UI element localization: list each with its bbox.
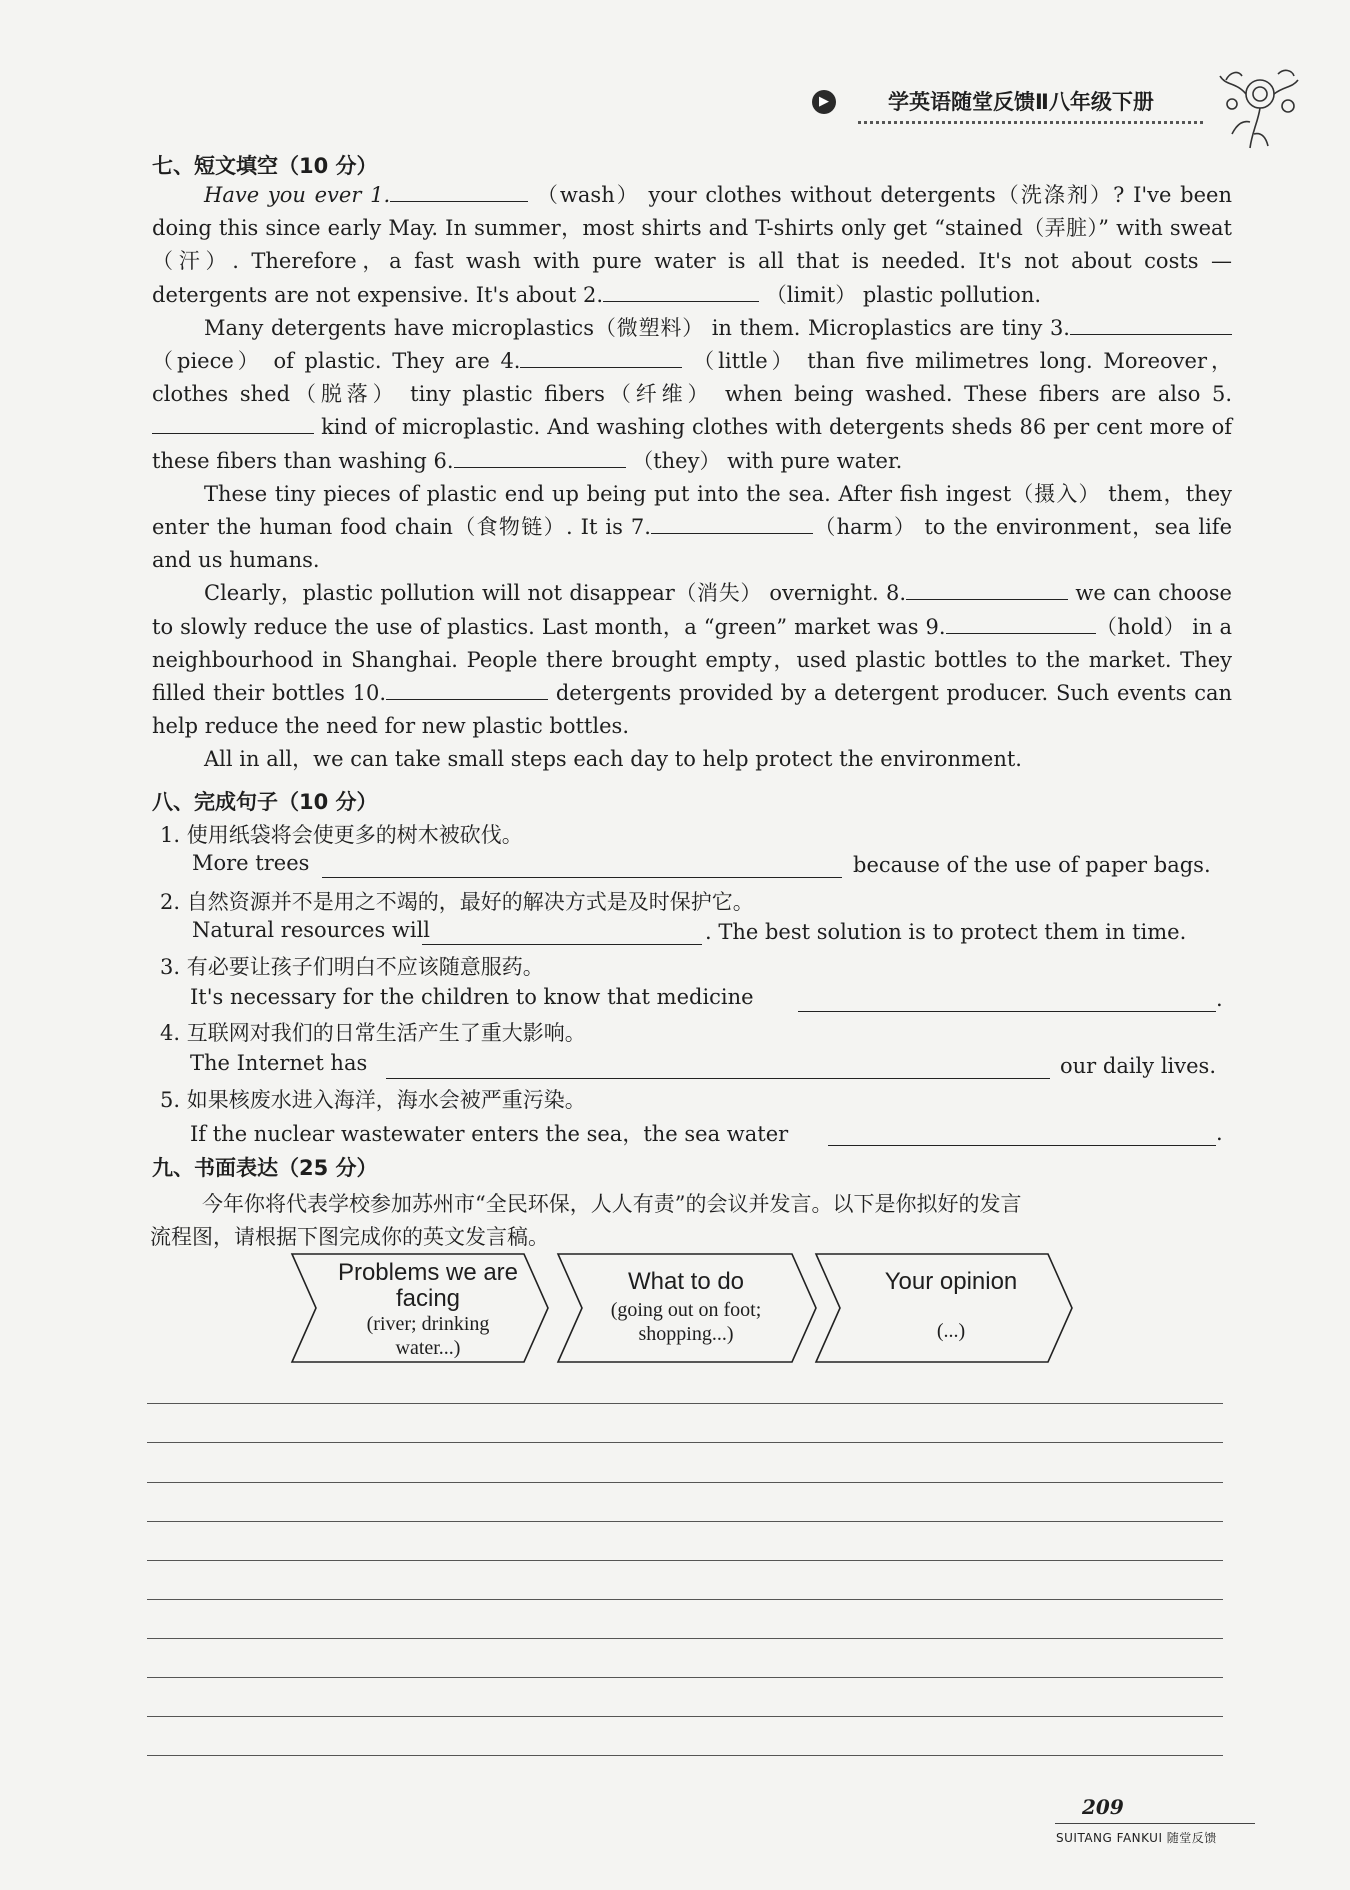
cloze-text: Have you ever 1. — [204, 183, 391, 207]
cloze-text: Many detergents have microplastics（微塑料） in them. Microplastics are tiny 3. — [204, 315, 1070, 340]
cloze-paragraph-5: All in all，we can take small steps each day to help protect the environment. — [204, 747, 1022, 772]
flowchart-box-1-detail-line-2: water...) — [395, 1337, 461, 1359]
sentence-3-prefix: It's necessary for the children to know that medicine — [190, 985, 754, 1009]
cloze-text: These tiny pieces of plastic end up being put into the sea. After fish ingest（摄入） them，they enter the human food chain（食物链）. It is 7. — [152, 481, 1232, 540]
flowchart-box-2-detail-line-2: shopping...) — [638, 1323, 734, 1345]
cloze-text: （harm） to the environment，sea life and us humans. — [152, 515, 1232, 573]
flowchart-box-1-detail-line-1: (river; drinking — [366, 1313, 490, 1335]
writing-line[interactable] — [147, 1521, 1223, 1522]
sentence-5-prefix: If the nuclear wastewater enters the sea，the sea water — [190, 1122, 789, 1146]
cloze-text: （little） than five milimetres long. Moreover，clothes shed（脱落） tiny plastic fibers（纤维） when being washed. These fibers are also 5. — [152, 349, 1232, 407]
sentence-3-chinese: 3. 有必要让孩子们明白不应该随意服药。 — [160, 955, 544, 979]
cloze-text: （wash） your clothes without detergents（洗涤剂）? I've been doing this since early May. In summer，most shirts and T-shirts only get “stained（弄脏）” with sweat（汗）. Therefore，a fast wash with pure water is all that is needed. It's not about costs — detergents are not expensive. It's about 2. — [152, 183, 1232, 307]
answer-blank-9[interactable] — [946, 612, 1096, 634]
writing-line[interactable] — [147, 1403, 1223, 1404]
cloze-passage — [152, 179, 1232, 777]
answer-blank-8[interactable] — [906, 578, 1068, 600]
answer-blank-4[interactable] — [520, 346, 682, 368]
section-8-title: 八、完成句子（10 分） — [152, 790, 378, 814]
sentence-4-answer-line[interactable] — [386, 1078, 1050, 1079]
sentence-5-suffix: . — [1216, 1121, 1223, 1145]
sentence-3-answer-line[interactable] — [798, 1011, 1216, 1012]
writing-line[interactable] — [147, 1638, 1223, 1639]
flowchart-box-3-detail: (...) — [936, 1320, 966, 1342]
writing-line[interactable] — [147, 1560, 1223, 1561]
sentence-2-answer-line[interactable] — [422, 944, 702, 945]
writing-prompt-line-1: 今年你将代表学校参加苏州市“全民环保，人人有责”的会议并发言。以下是你拟好的发言 — [202, 1192, 1022, 1216]
answer-blank-1[interactable] — [390, 180, 528, 202]
section-9-title: 九、书面表达（25 分） — [152, 1156, 378, 1180]
answer-blank-6[interactable] — [454, 446, 626, 468]
footer-brand: SUITANG FANKUI 随堂反馈 — [1056, 1831, 1217, 1845]
speech-flowchart — [286, 1250, 1076, 1365]
sentence-2-chinese: 2. 自然资源并不是用之不竭的，最好的解决方式是及时保护它。 — [160, 890, 754, 914]
flowchart-box-2-detail-line-1: (going out on foot; — [610, 1299, 762, 1321]
sentence-1-answer-line[interactable] — [322, 877, 842, 878]
writing-line[interactable] — [147, 1755, 1223, 1756]
cloze-paragraph-2 — [152, 312, 1232, 478]
writing-prompt-line-2: 流程图，请根据下图完成你的英文发言稿。 — [150, 1225, 549, 1249]
flowchart-box-3-title: Your opinion — [884, 1268, 1018, 1295]
writing-line[interactable] — [147, 1442, 1223, 1443]
cloze-text: detergents provided by a detergent producer. Such events can help reduce the need for new plastic bottles. — [152, 681, 1233, 739]
floral-ornament-icon — [1206, 58, 1302, 156]
page-number: 209 — [1082, 1795, 1124, 1819]
header-dotted-rule — [858, 121, 1203, 124]
cloze-text: （they） with pure water. — [632, 448, 903, 473]
cloze-text: we can choose to slowly reduce the use of plastics. Last month，a “green” market was 9. — [152, 581, 1232, 639]
answer-blank-3[interactable] — [1070, 313, 1232, 335]
cloze-text: kind of microplastic. And washing clothes with detergents sheds 86 per cent more of these fibers than washing 6. — [152, 415, 1232, 473]
section-7-title: 七、短文填空（10 分） — [152, 154, 378, 178]
answer-blank-2[interactable] — [603, 280, 759, 302]
cloze-paragraph-1 — [152, 179, 1232, 312]
cloze-text: Clearly，plastic pollution will not disappear（消失） overnight. 8. — [204, 581, 907, 606]
sentence-1-suffix: because of the use of paper bags. — [853, 853, 1211, 877]
sentence-2-prefix: Natural resources will — [192, 918, 431, 942]
writing-line[interactable] — [147, 1482, 1223, 1483]
writing-line[interactable] — [147, 1677, 1223, 1678]
cloze-text: （hold） in a neighbourhood in Shanghai. People there brought empty，used plastic bottles to the market. They filled their bottles 10. — [152, 614, 1232, 706]
flowchart-box-1-title-line-2: facing — [395, 1285, 461, 1312]
flowchart-box-2-title: What to do — [627, 1268, 745, 1295]
cloze-text: （limit） plastic pollution. — [765, 282, 1042, 307]
answer-blank-7[interactable] — [651, 512, 813, 534]
footer-rule — [1055, 1823, 1255, 1824]
sentence-5-chinese: 5. 如果核废水进入海洋，海水会被严重污染。 — [160, 1088, 586, 1112]
answer-blank-10[interactable] — [386, 678, 548, 700]
flowchart-box-1-title-line-1: Problems we are — [337, 1259, 519, 1286]
sentence-1-chinese: 1. 使用纸袋将会使更多的树木被砍伐。 — [160, 823, 523, 847]
writing-line[interactable] — [147, 1599, 1223, 1600]
sentence-1-prefix: More trees — [192, 851, 310, 875]
sentence-4-chinese: 4. 互联网对我们的日常生活产生了重大影响。 — [160, 1021, 586, 1045]
cloze-paragraph-3 — [152, 478, 1232, 578]
sentence-4-suffix: our daily lives. — [1060, 1054, 1216, 1078]
play-circle-icon: ▶ — [812, 90, 836, 114]
cloze-paragraph-4 — [152, 577, 1232, 743]
sentence-4-prefix: The Internet has — [190, 1051, 368, 1075]
sentence-3-suffix: . — [1216, 987, 1223, 1011]
sentence-2-suffix: . The best solution is to protect them in time. — [705, 920, 1187, 944]
writing-line[interactable] — [147, 1716, 1223, 1717]
cloze-text: （piece） of plastic. They are 4. — [152, 349, 521, 374]
header-title: 学英语随堂反馈Ⅱ八年级下册 — [888, 90, 1154, 114]
sentence-5-answer-line[interactable] — [828, 1145, 1216, 1146]
answer-blank-5[interactable] — [152, 412, 314, 434]
